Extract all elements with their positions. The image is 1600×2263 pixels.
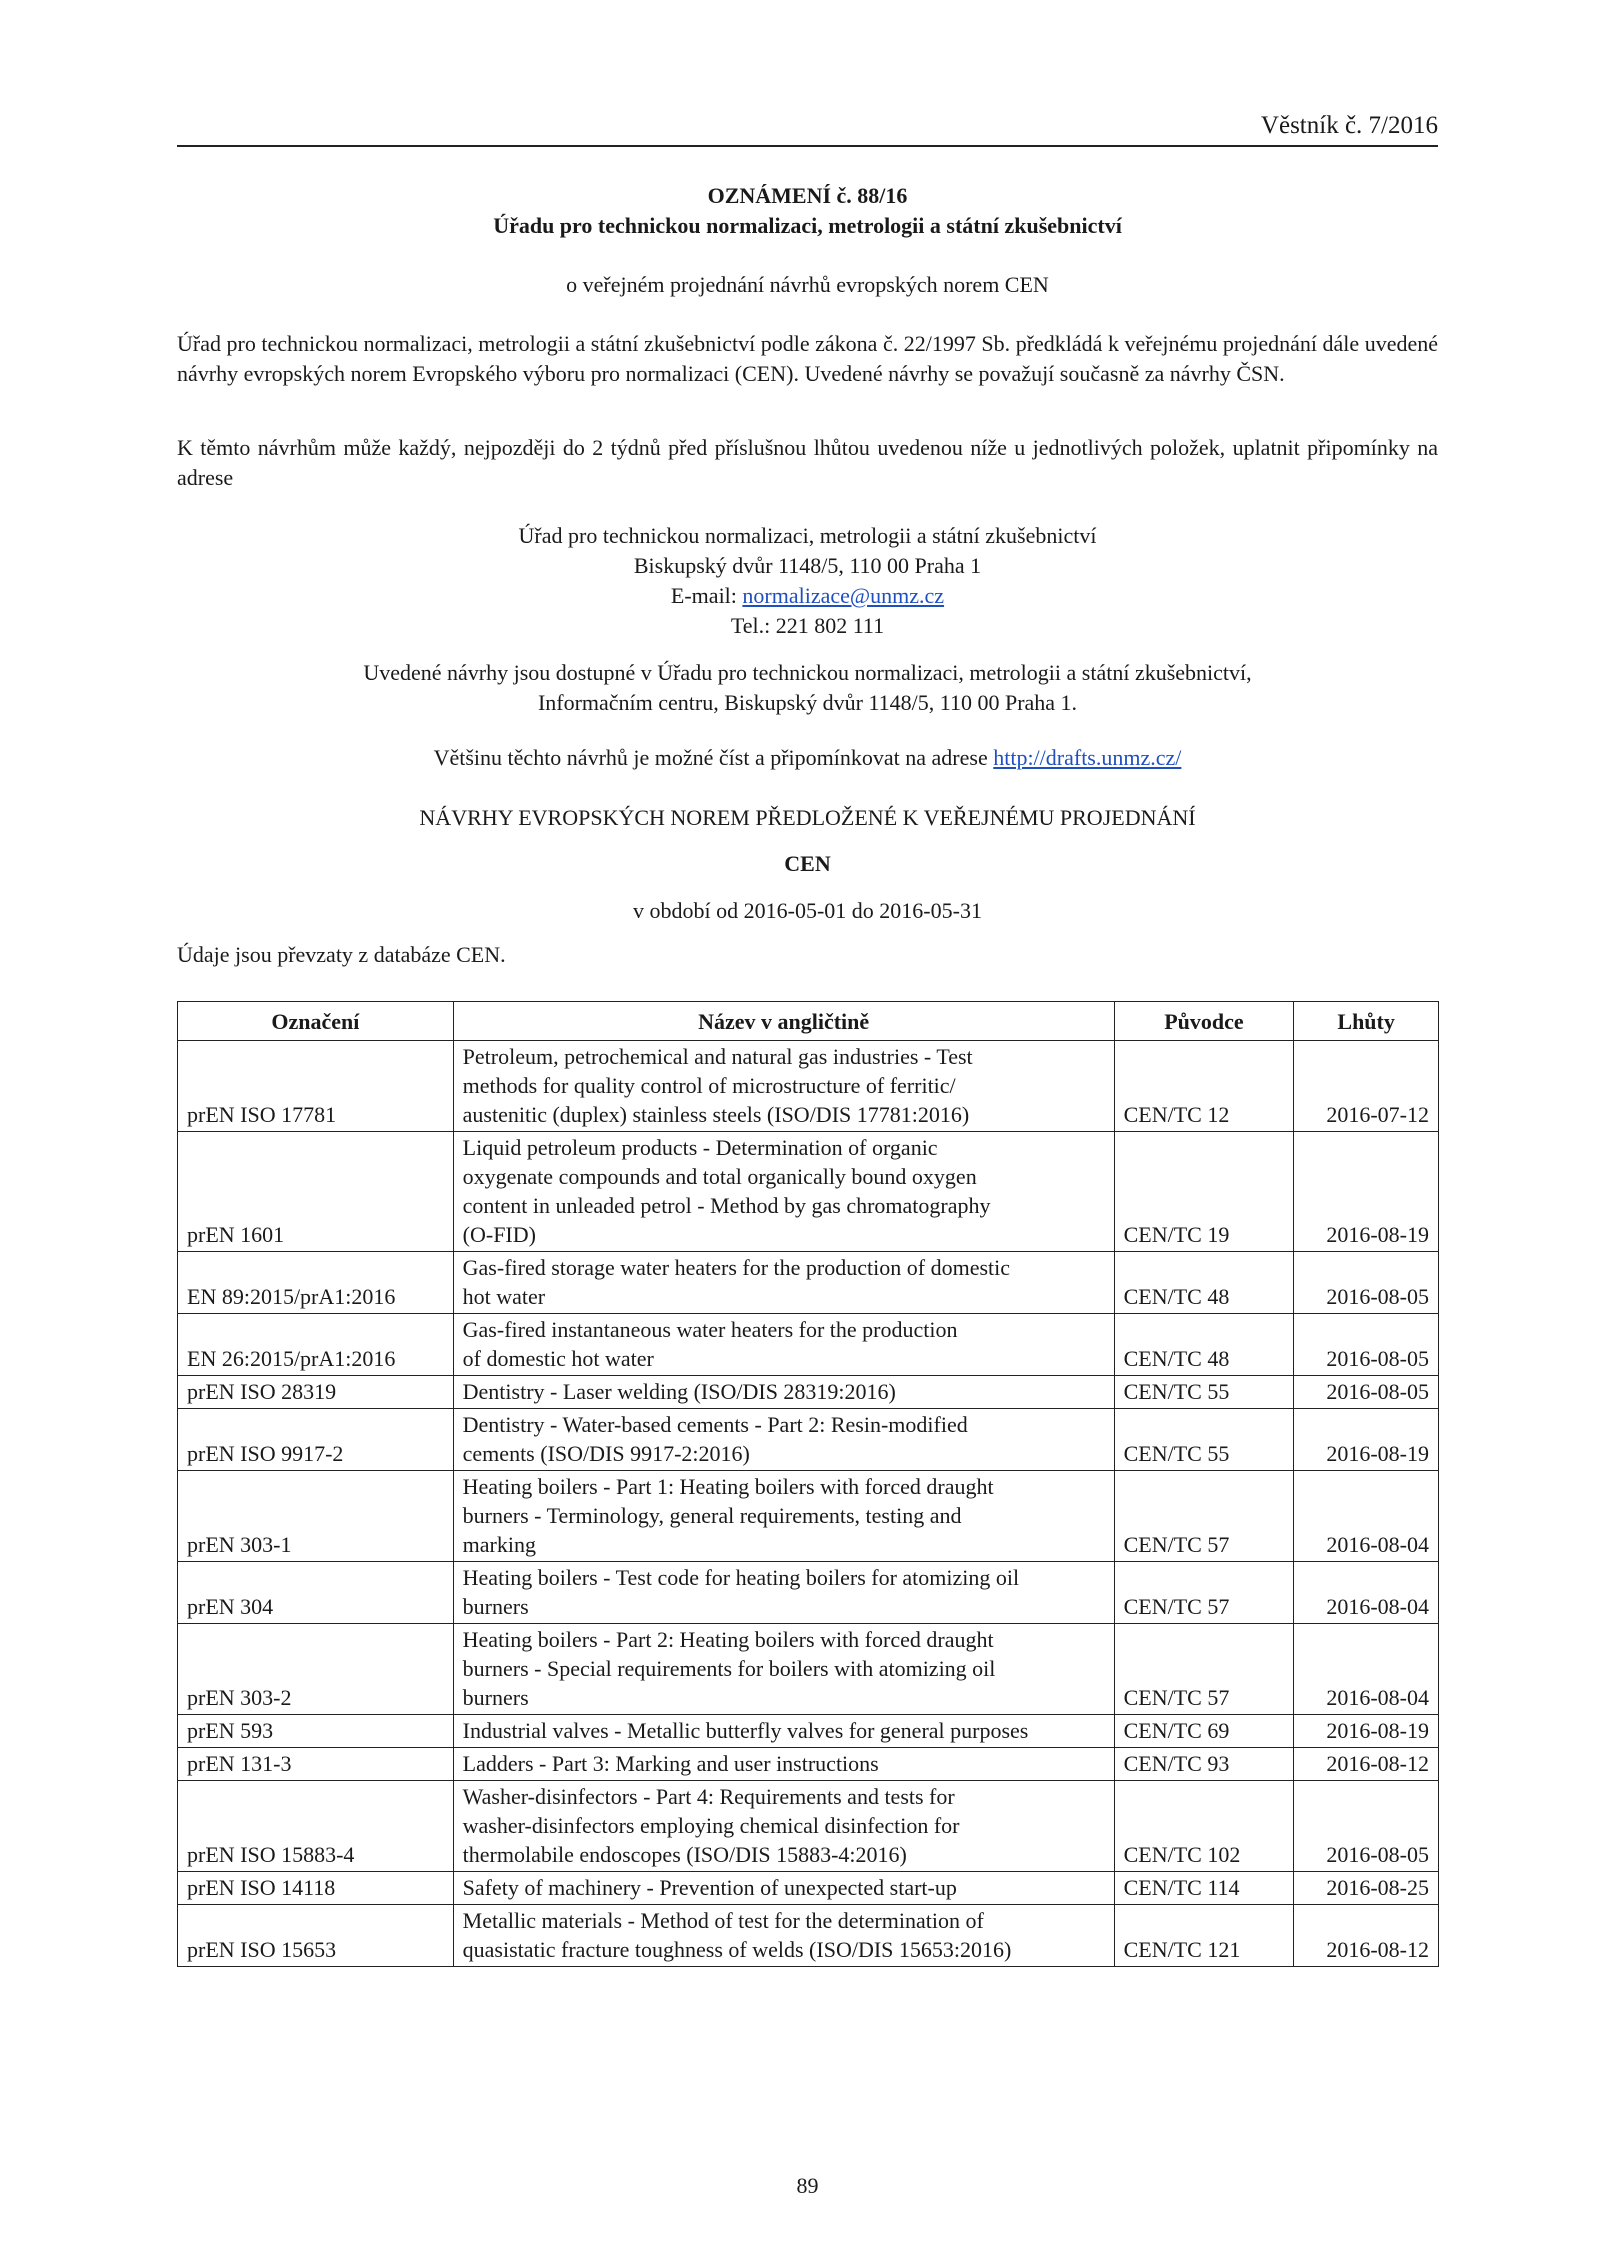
table-row (178, 1781, 1439, 1872)
cell-title (453, 1781, 1114, 1872)
cell-deadline: 2016-08-04 (1294, 1624, 1439, 1715)
table-row (178, 1872, 1439, 1905)
table-body (178, 1041, 1439, 1967)
cell-designation: prEN ISO 14118 (178, 1872, 454, 1905)
title-line: burners - Special requirements for boilers with atomizing oil (462, 1656, 996, 1681)
title-line: Ladders - Part 3: Marking and user instructions (462, 1751, 879, 1776)
title-line: Liquid petroleum products - Determination of organic (462, 1135, 938, 1160)
cell-designation: EN 26:2015/prA1:2016 (178, 1314, 454, 1376)
cell-originator: CEN/TC 93 (1114, 1748, 1294, 1781)
cell-title (453, 1409, 1114, 1471)
cell-designation: prEN 303-1 (178, 1471, 454, 1562)
header-divider (177, 145, 1438, 147)
cell-originator: CEN/TC 57 (1114, 1471, 1294, 1562)
title-line: Heating boilers - Part 2: Heating boilers with forced draught (462, 1627, 994, 1652)
table-row (178, 1905, 1439, 1967)
email-label: E-mail: (670, 583, 743, 608)
title-line: hot water (462, 1284, 546, 1309)
notice-subject: o veřejném projednání návrhů evropských norem CEN (566, 272, 1049, 297)
availability-line-1: Uvedené návrhy jsou dostupné v Úřadu pro technickou normalizaci, metrologii a státní zkušebnictví, (363, 660, 1252, 685)
cell-title (453, 1252, 1114, 1314)
title-line: (O-FID) (462, 1222, 536, 1247)
column-header-designation: Označení (178, 1002, 454, 1041)
cell-title (453, 1132, 1114, 1252)
cell-deadline: 2016-08-05 (1294, 1314, 1439, 1376)
cell-title (453, 1715, 1114, 1748)
drafts-text: Většinu těchto návrhů je možné číst a připomínkovat na adrese (433, 745, 994, 770)
cell-designation: prEN 303-2 (178, 1624, 454, 1715)
source-note: Údaje jsou převzaty z databáze CEN. (177, 942, 506, 967)
title-line: austenitic (duplex) stainless steels (ISO/DIS 17781:2016) (462, 1102, 970, 1127)
cell-designation: prEN ISO 17781 (178, 1041, 454, 1132)
cell-originator: CEN/TC 55 (1114, 1376, 1294, 1409)
title-line: Heating boilers - Part 1: Heating boilers with forced draught (462, 1474, 994, 1499)
table-row (178, 1715, 1439, 1748)
title-line: thermolabile endoscopes (ISO/DIS 15883-4:2016) (462, 1842, 907, 1867)
title-line: Gas-fired storage water heaters for the production of domestic (462, 1255, 1011, 1280)
cell-deadline: 2016-08-25 (1294, 1872, 1439, 1905)
title-line: quasistatic fracture toughness of welds (ISO/DIS 15653:2016) (462, 1937, 1012, 1962)
cell-originator: CEN/TC 19 (1114, 1132, 1294, 1252)
cell-originator: CEN/TC 121 (1114, 1905, 1294, 1967)
cell-originator: CEN/TC 57 (1114, 1624, 1294, 1715)
address-line-1: Úřad pro technickou normalizaci, metrologii a státní zkušebnictví (518, 523, 1097, 548)
cell-deadline: 2016-08-12 (1294, 1905, 1439, 1967)
cell-designation: prEN ISO 15653 (178, 1905, 454, 1967)
title-line: washer-disinfectors employing chemical disinfection for (462, 1813, 960, 1838)
comments-paragraph: K těmto návrhům může každý, nejpozději do 2 týdnů před příslušnou lhůtou uvedenou níže u jednotlivých položek, uplatnit připomínky na adrese (177, 435, 1438, 490)
cell-designation: prEN 1601 (178, 1132, 454, 1252)
cell-title (453, 1562, 1114, 1624)
cell-title (453, 1905, 1114, 1967)
intro-paragraph: Úřad pro technickou normalizaci, metrologii a státní zkušebnictví podle zákona č. 22/1997 Sb. předkládá k veřejnému projednání dále uvedené návrhy evropských norem Evropského výboru pro normalizaci (CEN). Uvedené návrhy se považují současně za návrhy ČSN. (177, 331, 1438, 386)
title-line: Safety of machinery - Prevention of unexpected start-up (462, 1875, 957, 1900)
section-period: v období od 2016-05-01 do 2016-05-31 (633, 898, 982, 923)
title-line: methods for quality control of microstructure of ferritic/ (462, 1073, 956, 1098)
cell-deadline: 2016-07-12 (1294, 1041, 1439, 1132)
cell-deadline: 2016-08-19 (1294, 1132, 1439, 1252)
drafts-line (177, 745, 1438, 771)
cell-deadline: 2016-08-12 (1294, 1748, 1439, 1781)
cell-designation: prEN ISO 15883-4 (178, 1781, 454, 1872)
table-header-row (178, 1002, 1439, 1041)
title-line: Metallic materials - Method of test for the determination of (462, 1908, 984, 1933)
column-header-title: Název v angličtině (453, 1002, 1114, 1041)
title-line: burners - Terminology, general requirements, testing and (462, 1503, 962, 1528)
cell-designation: prEN 131-3 (178, 1748, 454, 1781)
table-row (178, 1409, 1439, 1471)
cell-originator: CEN/TC 114 (1114, 1872, 1294, 1905)
title-line: Washer-disinfectors - Part 4: Requirements and tests for (462, 1784, 955, 1809)
title-line: Industrial valves - Metallic butterfly valves for general purposes (462, 1718, 1029, 1743)
table-row (178, 1562, 1439, 1624)
cell-originator: CEN/TC 102 (1114, 1781, 1294, 1872)
title-line: oxygenate compounds and total organically bound oxygen (462, 1164, 977, 1189)
table-row (178, 1132, 1439, 1252)
cell-designation: EN 89:2015/prA1:2016 (178, 1252, 454, 1314)
title-line: cements (ISO/DIS 9917-2:2016) (462, 1441, 750, 1466)
section-org: CEN (784, 851, 831, 876)
cell-deadline: 2016-08-05 (1294, 1252, 1439, 1314)
address-tel: Tel.: 221 802 111 (730, 613, 885, 638)
cell-originator: CEN/TC 55 (1114, 1409, 1294, 1471)
cell-title (453, 1471, 1114, 1562)
table-row (178, 1471, 1439, 1562)
cell-designation: prEN ISO 28319 (178, 1376, 454, 1409)
column-header-deadline: Lhůty (1294, 1002, 1439, 1041)
title-line: Heating boilers - Test code for heating boilers for atomizing oil (462, 1565, 1020, 1590)
address-email (177, 583, 1438, 609)
cell-originator: CEN/TC 57 (1114, 1562, 1294, 1624)
journal-issue: Věstník č. 7/2016 (1260, 112, 1438, 139)
title-line: marking (462, 1532, 536, 1557)
cell-originator: CEN/TC 48 (1114, 1314, 1294, 1376)
cell-title (453, 1748, 1114, 1781)
title-line: Gas-fired instantaneous water heaters for the production (462, 1317, 958, 1342)
cell-title (453, 1041, 1114, 1132)
cell-originator: CEN/TC 12 (1114, 1041, 1294, 1132)
title-line: burners (462, 1594, 529, 1619)
drafts-link[interactable]: http://drafts.unmz.cz/ (993, 745, 1182, 770)
title-line: burners (462, 1685, 529, 1710)
cell-designation: prEN 593 (178, 1715, 454, 1748)
table-row (178, 1314, 1439, 1376)
cell-title (453, 1376, 1114, 1409)
title-line: content in unleaded petrol - Method by gas chromatography (462, 1193, 991, 1218)
cell-deadline: 2016-08-04 (1294, 1562, 1439, 1624)
page-number: 89 (796, 2173, 819, 2198)
cell-title (453, 1314, 1114, 1376)
address-line-2: Biskupský dvůr 1148/5, 110 00 Praha 1 (633, 553, 982, 578)
section-heading: NÁVRHY EVROPSKÝCH NOREM PŘEDLOŽENÉ K VEŘEJNÉMU PROJEDNÁNÍ (419, 805, 1196, 830)
title-line: Dentistry - Laser welding (ISO/DIS 28319:2016) (462, 1379, 896, 1404)
title-line: Petroleum, petrochemical and natural gas industries - Test (462, 1044, 973, 1069)
notice-number: OZNÁMENÍ č. 88/16 (707, 183, 908, 208)
table-row (178, 1624, 1439, 1715)
cell-deadline: 2016-08-19 (1294, 1409, 1439, 1471)
email-link[interactable]: normalizace@unmz.cz (742, 583, 945, 608)
cell-originator: CEN/TC 48 (1114, 1252, 1294, 1314)
title-line: of domestic hot water (462, 1346, 654, 1371)
title-line: Dentistry - Water-based cements - Part 2: Resin-modified (462, 1412, 968, 1437)
table-row (178, 1252, 1439, 1314)
cell-deadline: 2016-08-04 (1294, 1471, 1439, 1562)
cell-designation: prEN ISO 9917-2 (178, 1409, 454, 1471)
cell-deadline: 2016-08-05 (1294, 1781, 1439, 1872)
standards-table (177, 1001, 1439, 1967)
cell-deadline: 2016-08-19 (1294, 1715, 1439, 1748)
cell-title (453, 1872, 1114, 1905)
cell-originator: CEN/TC 69 (1114, 1715, 1294, 1748)
table-row (178, 1376, 1439, 1409)
cell-title (453, 1624, 1114, 1715)
column-header-originator: Původce (1114, 1002, 1294, 1041)
cell-deadline: 2016-08-05 (1294, 1376, 1439, 1409)
table-row (178, 1748, 1439, 1781)
cell-designation: prEN 304 (178, 1562, 454, 1624)
notice-issuer: Úřadu pro technickou normalizaci, metrologii a státní zkušebnictví (493, 213, 1122, 238)
availability-line-2: Informačním centru, Biskupský dvůr 1148/5, 110 00 Praha 1. (537, 690, 1078, 715)
table-row (178, 1041, 1439, 1132)
